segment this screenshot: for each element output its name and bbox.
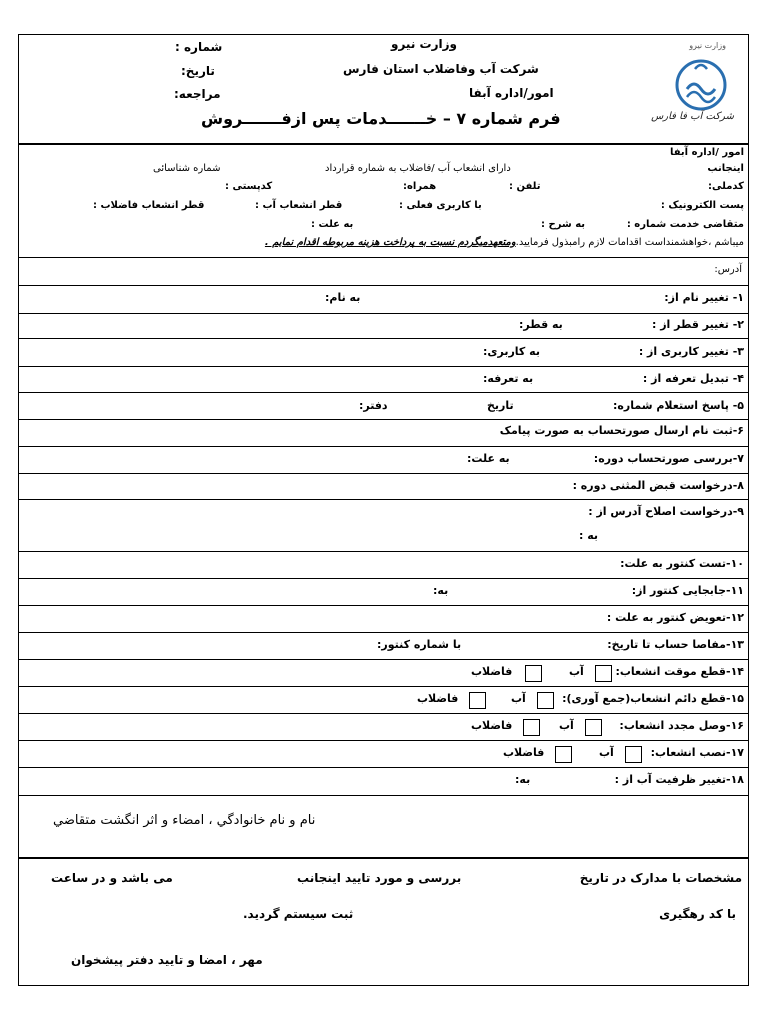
divider-18: [19, 795, 748, 796]
item-15-sewage-checkbox[interactable]: [469, 692, 486, 709]
reason-label: به علت :: [311, 219, 354, 230]
usage-label: با کاربری فعلی :: [399, 200, 482, 211]
divider-7: [19, 473, 748, 474]
item-16-sewage-label: فاضلاب: [471, 719, 513, 732]
item-16-water-checkbox[interactable]: [585, 719, 602, 736]
signature-label: نام و نام خانوادگي ، امضاء و اثر انگشت متقاضي: [53, 813, 316, 828]
item-11-to: به:: [433, 584, 449, 597]
item-10: ۱۰-تست کنتور به علت:: [620, 557, 744, 570]
divider-14: [19, 686, 748, 687]
item-15-water-label: آب: [511, 692, 526, 705]
item-18-to: به:: [515, 773, 531, 786]
item-1: ۱- تغییر نام از:: [664, 291, 744, 304]
item-12: ۱۲-تعویض کنتور به علت :: [606, 611, 744, 624]
item-17-water-checkbox[interactable]: [625, 746, 642, 763]
item-2-to: به قطر:: [519, 318, 563, 331]
divider-8: [19, 499, 748, 500]
footer-time: می باشد و در ساعت: [51, 871, 173, 885]
date-label: تاریخ:: [181, 64, 215, 78]
address-label: آدرس:: [714, 264, 742, 275]
national-code-label: کدملی:: [708, 181, 744, 192]
item-2: ۲- تغییر قطر از :: [651, 318, 744, 331]
footer-divider: [19, 857, 748, 859]
footer-approval: بررسی و مورد تایید اینجانب: [297, 871, 462, 885]
item-7-reason: به علت:: [467, 452, 510, 465]
item-13-meter: با شماره کنتور:: [377, 638, 462, 651]
item-3-to: به کاربری:: [483, 345, 540, 358]
number-label: شماره :: [175, 40, 223, 54]
divider-11: [19, 605, 748, 606]
divider-2: [19, 338, 748, 339]
service-number-label: متقاضی خدمت شماره :: [626, 219, 744, 230]
footer-docs-date: مشخصات با مدارک در تاریخ: [579, 871, 742, 885]
item-14-water-checkbox[interactable]: [595, 665, 612, 682]
divider-10: [19, 578, 748, 579]
item-4-to: به تعرفه:: [483, 372, 534, 385]
item-4: ۴- تبدیل تعرفه از :: [642, 372, 744, 385]
item-14-water-label: آب: [569, 665, 584, 678]
item-9-to: به :: [579, 529, 599, 542]
item-11: ۱۱-جابجایی کنتور از:: [631, 584, 744, 597]
divider-address: [19, 285, 748, 286]
item-18: ۱۸-تغییر ظرفیت آب از :: [614, 773, 744, 786]
item-7: ۷-بررسی صورتحساب دوره:: [593, 452, 744, 465]
divider-17: [19, 767, 748, 768]
divider-13: [19, 659, 748, 660]
divider-16: [19, 740, 748, 741]
divider-3: [19, 366, 748, 367]
footer-registered: ثبت سیستم گردید.: [243, 907, 354, 921]
item-3: ۳- تغییر کاربری از :: [638, 345, 744, 358]
divider-12: [19, 632, 748, 633]
footer-tracking: با کد رهگیری: [659, 907, 736, 921]
applicant-id: شماره شناسائی: [153, 163, 221, 174]
item-14: ۱۴-قطع موقت انشعاب:: [615, 665, 744, 678]
to-line: امور /اداره آبفا: [669, 147, 744, 158]
logo-top-text: وزارت نیرو: [689, 41, 726, 50]
request-text: [265, 237, 744, 248]
item-17-sewage-label: فاضلاب: [503, 746, 545, 759]
divider-15: [19, 713, 748, 714]
item-13: ۱۳-مفاصا حساب تا تاریخ:: [607, 638, 744, 651]
description-label: به شرح :: [541, 219, 586, 230]
item-17-water-label: آب: [599, 746, 614, 759]
item-5-office: دفتر:: [359, 399, 388, 412]
item-17-sewage-checkbox[interactable]: [555, 746, 572, 763]
applicant-contract: دارای انشعاب آب /فاضلاب به شماره قرارداد: [325, 163, 511, 174]
item-15: ۱۵-قطع دائم انشعاب(جمع آوری):: [562, 692, 744, 705]
item-15-water-checkbox[interactable]: [537, 692, 554, 709]
sewage-diameter-label: قطر انشعاب فاضلاب :: [93, 200, 205, 211]
request-text-plain: میباشم ،خواهشمنداست اقدامات لازم رامبذول فرمایید.: [515, 237, 744, 248]
divider-5: [19, 419, 748, 420]
mobile-label: همراه:: [403, 181, 437, 192]
postal-code-label: کدپستی :: [225, 181, 273, 192]
divider-9: [19, 551, 748, 552]
company-title: شرکت آب وفاضلاب استان فارس: [343, 62, 539, 76]
item-14-sewage-checkbox[interactable]: [525, 665, 542, 682]
ministry-title: وزارت نیرو: [391, 37, 457, 51]
item-16-water-label: آب: [559, 719, 574, 732]
logo-caption: شرکت آب فا فارس: [651, 111, 734, 122]
divider-1: [19, 313, 748, 314]
ref-label: مراجعه:: [174, 87, 221, 101]
item-5: ۵- پاسخ استعلام شماره:: [612, 399, 744, 412]
phone-label: تلفن :: [509, 181, 541, 192]
request-text-commitment: ومتعهدمیگردم نسبت به پرداخت هزینه مربوطه اقدام نمایم .: [264, 237, 516, 248]
email-label: پست الکترونیک :: [660, 200, 744, 211]
water-diameter-label: قطر انشعاب آب :: [255, 200, 343, 211]
item-16-sewage-checkbox[interactable]: [523, 719, 540, 736]
item-1-to: به نام:: [325, 291, 361, 304]
item-5-date: تاریخ: [487, 399, 514, 412]
item-15-sewage-label: فاضلاب: [417, 692, 459, 705]
divider-6: [19, 446, 748, 447]
item-6: ۶-ثبت نام ارسال صورتحساب به صورت پیامک: [499, 424, 744, 437]
divider-4: [19, 392, 748, 393]
header-divider: [19, 143, 748, 145]
applicant-intro: اینجانب: [707, 163, 744, 174]
item-16: ۱۶-وصل مجدد انشعاب:: [619, 719, 744, 732]
item-14-sewage-label: فاضلاب: [471, 665, 513, 678]
item-9: ۹-درخواست اصلاح آدرس از :: [588, 505, 744, 518]
form-frame: [18, 34, 749, 986]
item-17: ۱۷-نصب انشعاب:: [650, 746, 744, 759]
dept-title: امور/اداره آبفا: [469, 86, 554, 100]
divider-applicant: [19, 257, 748, 258]
form-title: فرم شماره ۷ – خـــــــدمات پس ازفـــــــروش: [201, 109, 561, 128]
footer-stamp: مهر ، امضا و تایید دفتر پیشخوان: [71, 953, 263, 967]
item-8: ۸-درخواست قبض المثنی دوره :: [572, 479, 744, 492]
